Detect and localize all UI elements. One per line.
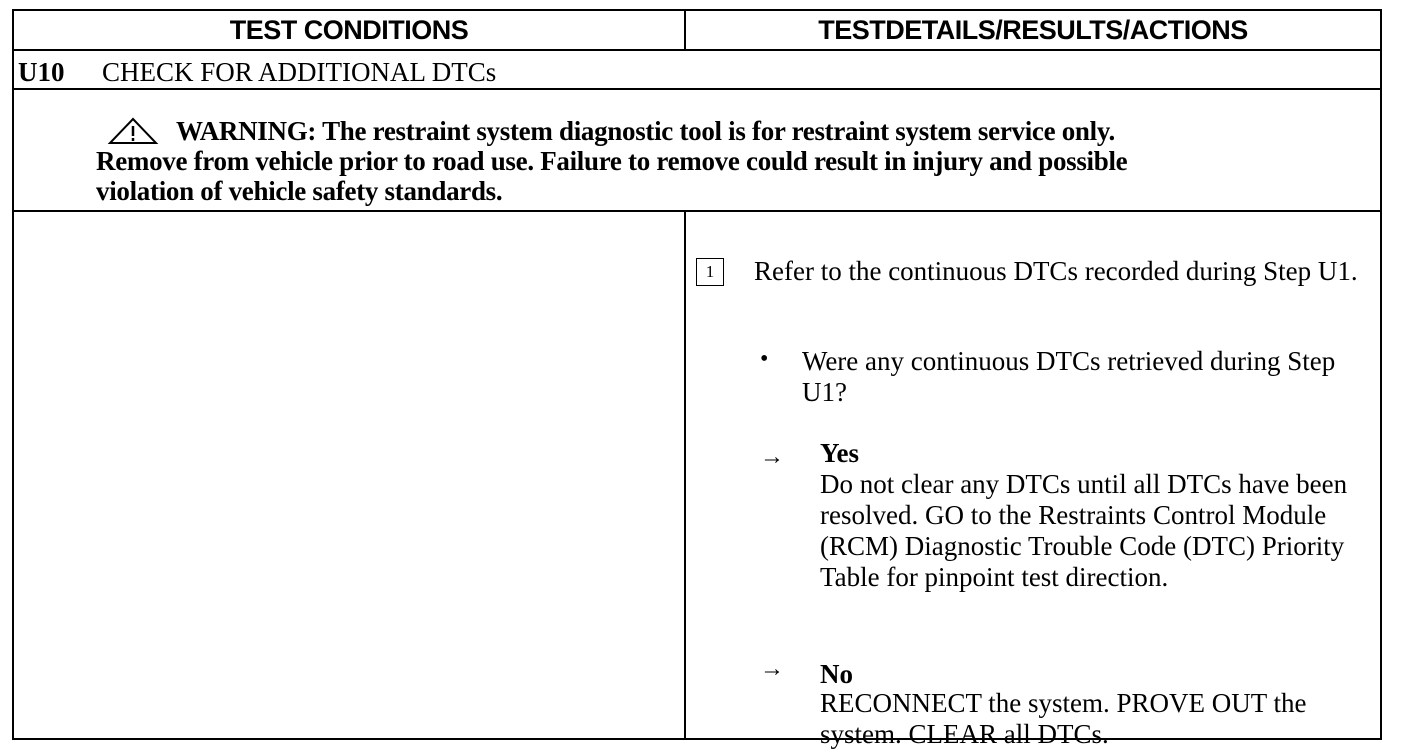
test-conditions-cell (14, 212, 686, 738)
step-number-box: 1 (696, 258, 724, 286)
test-conditions-header: TEST CONDITIONS (14, 11, 686, 49)
instruction-text: Refer to the continuous DTCs recorded during Step U1. (754, 256, 1358, 286)
warning-line-3: violation of vehicle safety standards. (96, 176, 503, 206)
warning-triangle-icon (106, 117, 160, 145)
step-id: U10 (18, 57, 65, 87)
step-title: CHECK FOR ADDITIONAL DTCs (102, 57, 497, 87)
warning-box (14, 90, 1380, 212)
yes-arrow-icon: → (760, 444, 784, 470)
diagnostic-test-table (12, 9, 1382, 749)
no-action-text: RECONNECT the system. PROVE OUT the system. CLEAR all DTCs. (820, 688, 1307, 749)
warning-line-1: WARNING: The restraint system diagnostic tool is for restraint system service only. (176, 116, 1116, 146)
warning-line-2: Remove from vehicle prior to road use. Failure to remove could result in injury and possible (96, 146, 1128, 176)
bullet-icon: • (760, 346, 769, 372)
yes-label: Yes (820, 438, 859, 468)
step-title-row (14, 51, 1380, 90)
no-label: No (820, 659, 853, 689)
test-details-cell (686, 212, 1380, 749)
test-details-header: TESTDETAILS/RESULTS/ACTIONS (818, 14, 1248, 45)
question-text: Were any continuous DTCs retrieved during Step U1? (802, 346, 1336, 407)
table-header-row (14, 11, 1380, 51)
yes-action-text: Do not clear any DTCs until all DTCs have been resolved. GO to the Restraints Control Module (RCM) Diagnostic Trouble Code (DTC) Priority Table for pinpoint test direction. (820, 469, 1348, 592)
no-arrow-icon: → (760, 656, 784, 682)
